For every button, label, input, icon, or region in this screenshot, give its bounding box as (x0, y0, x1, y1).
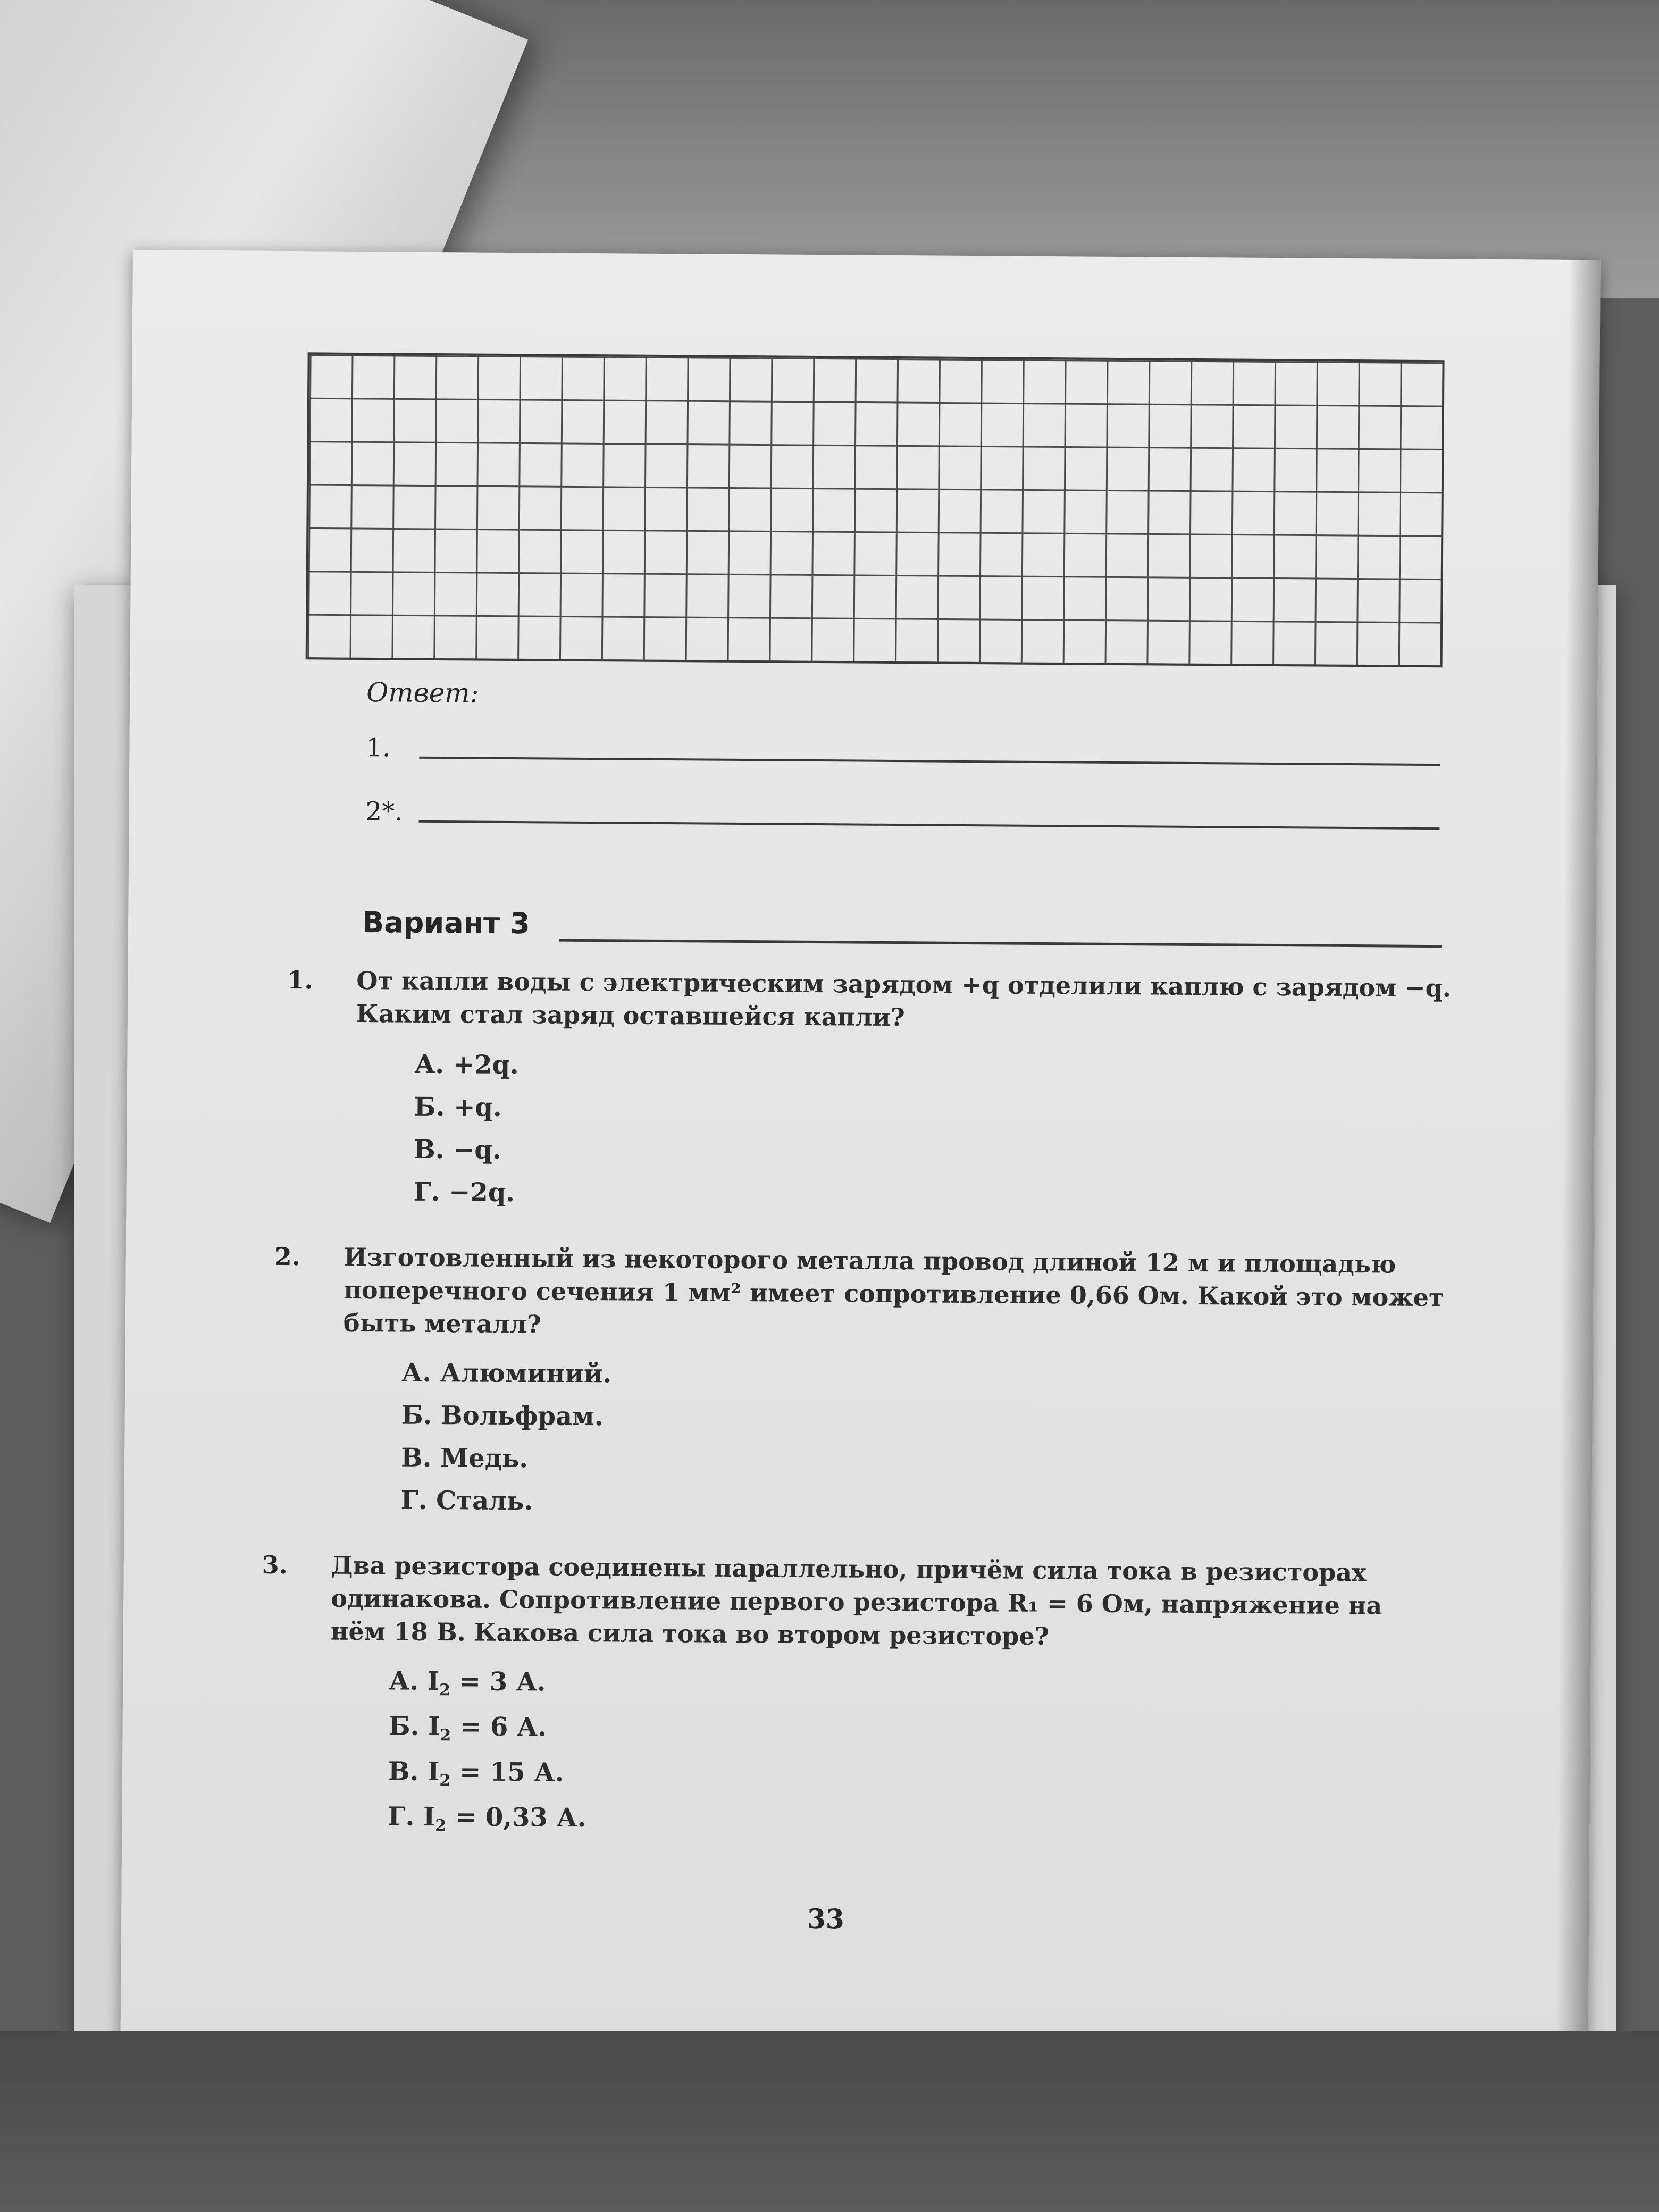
answer-item-label: 2*. (365, 797, 403, 827)
answer-line-2[interactable] (365, 797, 403, 826)
answer-item-label: 1. (366, 733, 391, 763)
answer-line-1[interactable] (366, 733, 390, 763)
q2-option-d[interactable]: Г. Сталь. (400, 1485, 533, 1516)
q1-option-a[interactable]: А. +2q. (414, 1049, 519, 1080)
q1-option-d[interactable]: Г. −2q. (413, 1177, 515, 1208)
variant-title: Вариант 3 (362, 906, 530, 941)
question-text: Два резистора соединены параллельно, причём сила тока в резисторах одинакова. Сопротивление первого резистора R₁ = 6 Ом, напряжение на нём 18 В. Какова сила тока во втором резисторе? (330, 1551, 1382, 1651)
answer-grid[interactable] (306, 352, 1445, 667)
q3-option-d[interactable]: Г. $I_2 = 0,33$ А. (388, 1802, 586, 1836)
q3-option-b[interactable]: Б. $I_2 = 6$ А. (388, 1711, 547, 1745)
question-number: 2. (274, 1242, 301, 1271)
question-number: 3. (262, 1550, 288, 1580)
answer-label: Ответ: (366, 677, 479, 709)
q2-option-a[interactable]: А. Алюминий. (401, 1358, 612, 1389)
q3-option-a[interactable]: А. $I_2 = 3$ А. (389, 1666, 546, 1700)
variant-underline (559, 939, 1442, 948)
q2-option-b[interactable]: Б. Вольфрам. (401, 1400, 604, 1432)
page-number: 33 (807, 1903, 844, 1935)
q2-option-c[interactable]: В. Медь. (400, 1443, 529, 1474)
q1-option-b[interactable]: Б. +q. (414, 1092, 502, 1122)
question-number: 1. (287, 966, 313, 995)
workbook-page (120, 250, 1601, 2121)
q3-option-c[interactable]: В. $I_2 = 15$ А. (388, 1756, 564, 1790)
desk-bottom (0, 2031, 1659, 2212)
q1-option-c[interactable]: В. −q. (414, 1134, 501, 1165)
question-text: От капли воды с электрическим зарядом +q отделили каплю с зарядом −q. Каким стал заряд оставшейся капли? (356, 966, 1452, 1032)
question-text: Изготовленный из некоторого металла провод длиной 12 м и площадью поперечного сечения 1 мм² имеет сопротивление 0,66 Ом. Какой это может быть металл? (343, 1242, 1444, 1339)
